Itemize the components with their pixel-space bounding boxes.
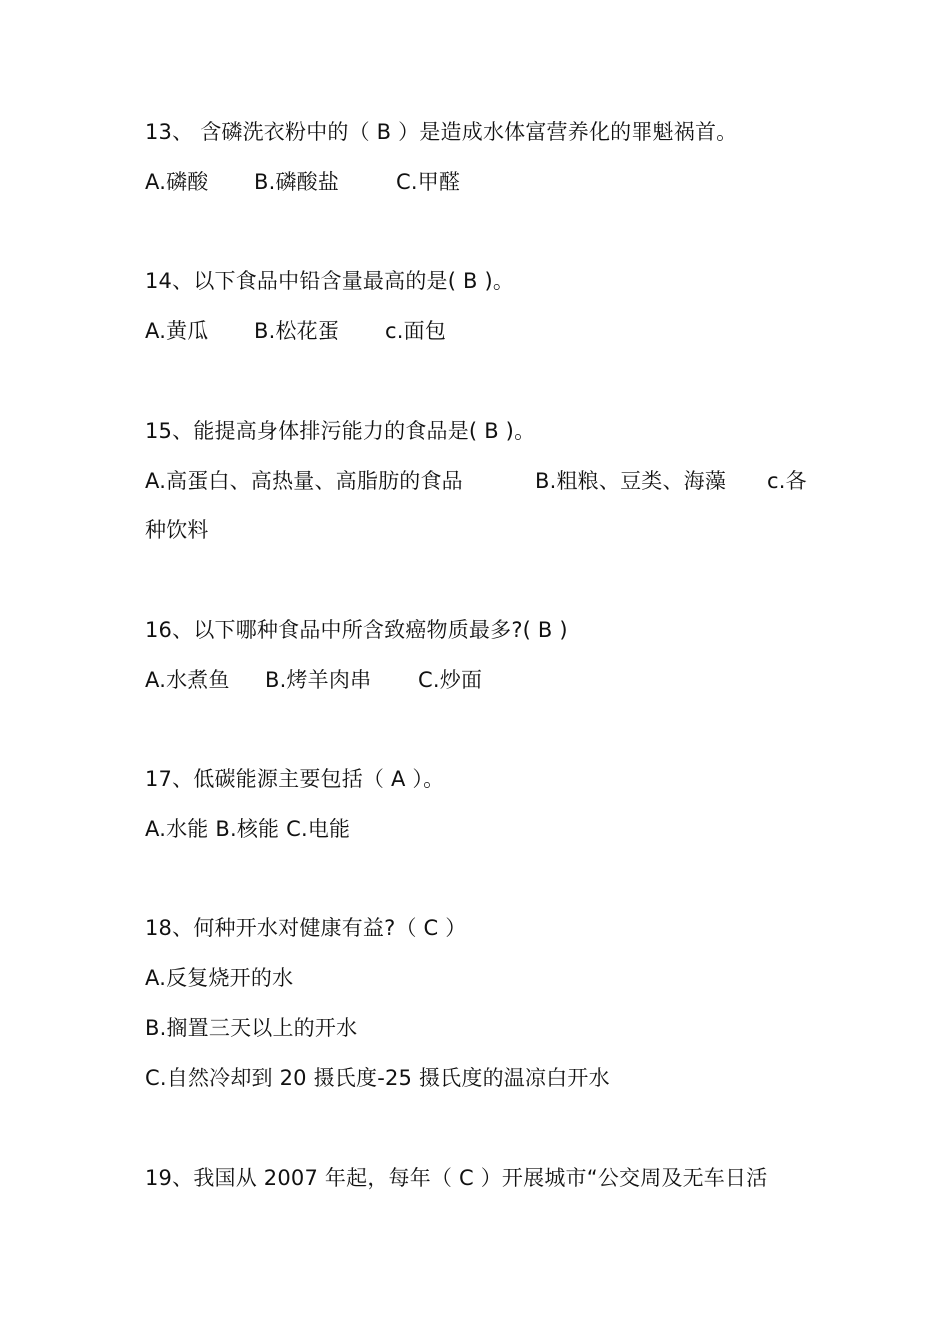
option-c: c.各 — [767, 469, 807, 493]
option-a: A.水煮鱼 — [145, 668, 230, 692]
option-b: B.松花蛋 — [254, 319, 340, 343]
option-b: B.粗粮、豆类、海藻 — [535, 469, 727, 493]
question-15-text: 15、能提高身体排污能力的食品是( B )。 — [145, 419, 536, 443]
option-b: B.磷酸盐 — [254, 170, 340, 194]
question-18-option-a: A.反复烧开的水 — [145, 966, 294, 990]
question-14-text: 14、以下食品中铅含量最高的是( B )。 — [145, 269, 515, 293]
option-c: C.甲醛 — [396, 170, 461, 194]
question-15-options — [145, 466, 807, 496]
option-a: A.高蛋白、高热量、高脂肪的食品 — [145, 469, 463, 493]
question-13-options — [145, 167, 461, 197]
question-18-text: 18、何种开水对健康有益?（ C ） — [145, 916, 467, 940]
question-16-text: 16、以下哪种食品中所含致癌物质最多?( B ) — [145, 618, 568, 642]
question-18-option-c: C.自然冷却到 20 摄氏度-25 摄氏度的温凉白开水 — [145, 1066, 610, 1090]
option-c: C.炒面 — [418, 668, 483, 692]
question-14-options — [145, 316, 447, 346]
option-b: B.烤羊肉串 — [265, 668, 372, 692]
question-18-option-b: B.搁置三天以上的开水 — [145, 1016, 358, 1040]
question-13-text: 13、 含磷洗衣粉中的（ B ）是造成水体富营养化的罪魁祸首。 — [145, 120, 738, 144]
option-a: A.黄瓜 — [145, 319, 209, 343]
question-16-options — [145, 665, 483, 695]
question-17-text: 17、低碳能源主要包括（ A ）。 — [145, 767, 445, 791]
option-a: A.磷酸 — [145, 170, 209, 194]
question-15-options-continuation: 种饮料 — [145, 518, 209, 542]
option-c: c.面包 — [385, 319, 447, 343]
question-17-options: A.水能 B.核能 C.电能 — [145, 817, 351, 841]
question-19-text: 19、我国从 2007 年起，每年（ C ）开展城市“公交周及无车日活 — [145, 1166, 768, 1190]
